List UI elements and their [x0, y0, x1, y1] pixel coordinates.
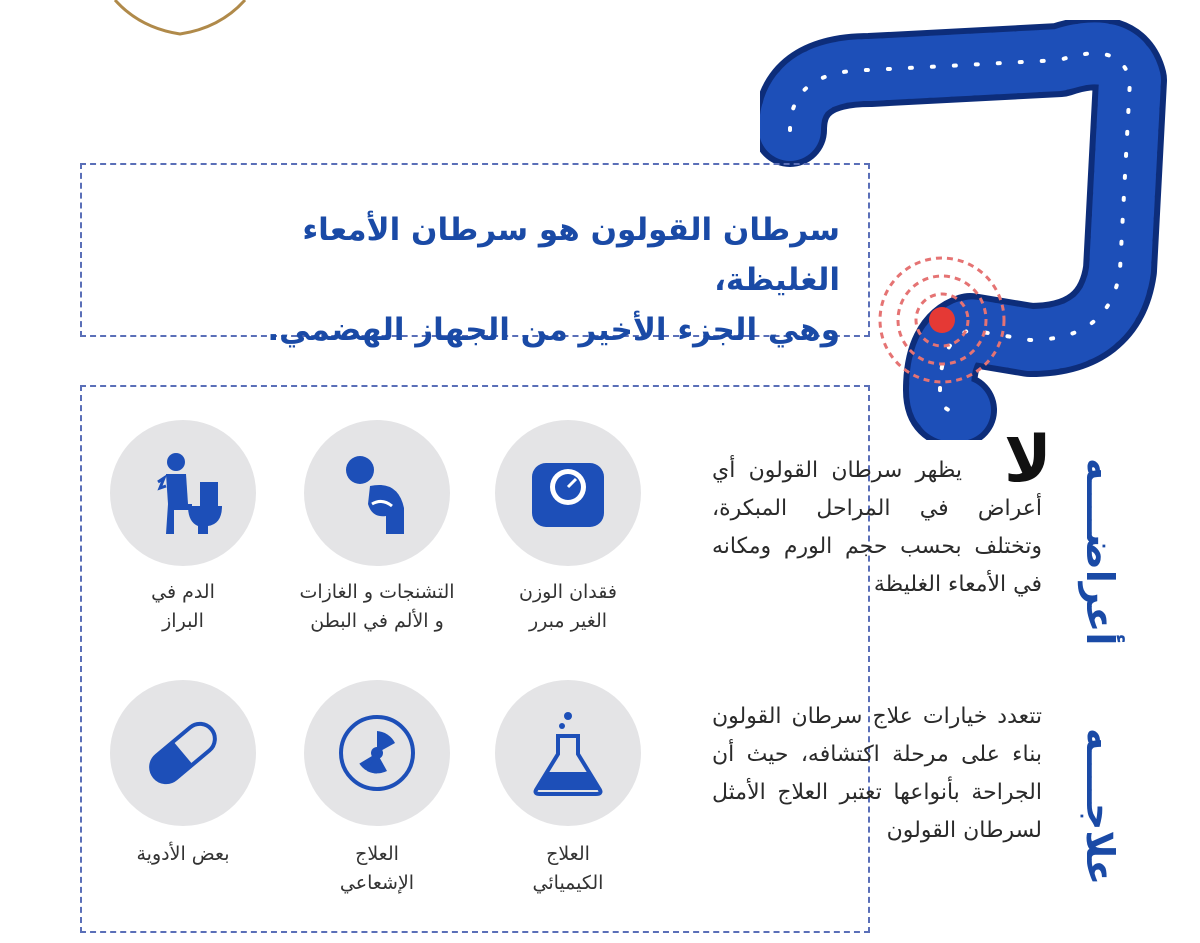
treatment-title: علاجــــه	[1078, 727, 1122, 885]
intro-line-2: وهي الجزء الأخير من الجهاز الهضمي.	[267, 312, 840, 348]
flask-icon	[528, 708, 608, 798]
radiation-icon	[337, 713, 417, 793]
flask-icon-circle	[495, 680, 641, 826]
toilet-icon-circle	[110, 420, 256, 566]
toilet-person-icon	[138, 448, 228, 538]
caption-medication: بعض الأدوية	[136, 843, 230, 865]
symptoms-lead-word: لا	[1004, 423, 1052, 497]
scale-icon	[528, 453, 608, 533]
cramps-person-icon	[332, 448, 422, 538]
decorative-emblem	[110, 0, 250, 40]
symptoms-title: أعراضــــه	[1078, 457, 1122, 645]
caption-radiation: العلاج الإشعاعي	[339, 843, 415, 894]
caption-cramps: التشنجات و الغازات و الألم في البطن	[299, 581, 455, 632]
intro-line-1: سرطان القولون هو سرطان الأمعاء الغليظة،	[302, 212, 840, 298]
radiation-icon-circle	[304, 680, 450, 826]
cramps-icon-circle	[304, 420, 450, 566]
symptoms-text: يظهر سرطان القولون أي أعراض في المراحل المبكرة، وتختلف بحسب حجم الورم ومكانه في الأمعاء الغليظة	[712, 458, 1042, 597]
treatment-text: تتعدد خيارات علاج سرطان القولون بناء على مرحلة اكتشافه، حيث أن الجراحة بأنواعها تعتبر العلاج الأمثل لسرطان القولون	[712, 704, 1042, 843]
pill-icon	[138, 708, 228, 798]
caption-weight-loss: فقدان الوزن الغير مبرر	[519, 581, 617, 632]
scale-icon-circle	[495, 420, 641, 566]
caption-chemo: العلاج الكيميائي	[532, 843, 604, 894]
caption-blood-in-stool: الدم في البراز	[151, 581, 215, 632]
intro-text	[200, 205, 840, 355]
pill-icon-circle	[110, 680, 256, 826]
